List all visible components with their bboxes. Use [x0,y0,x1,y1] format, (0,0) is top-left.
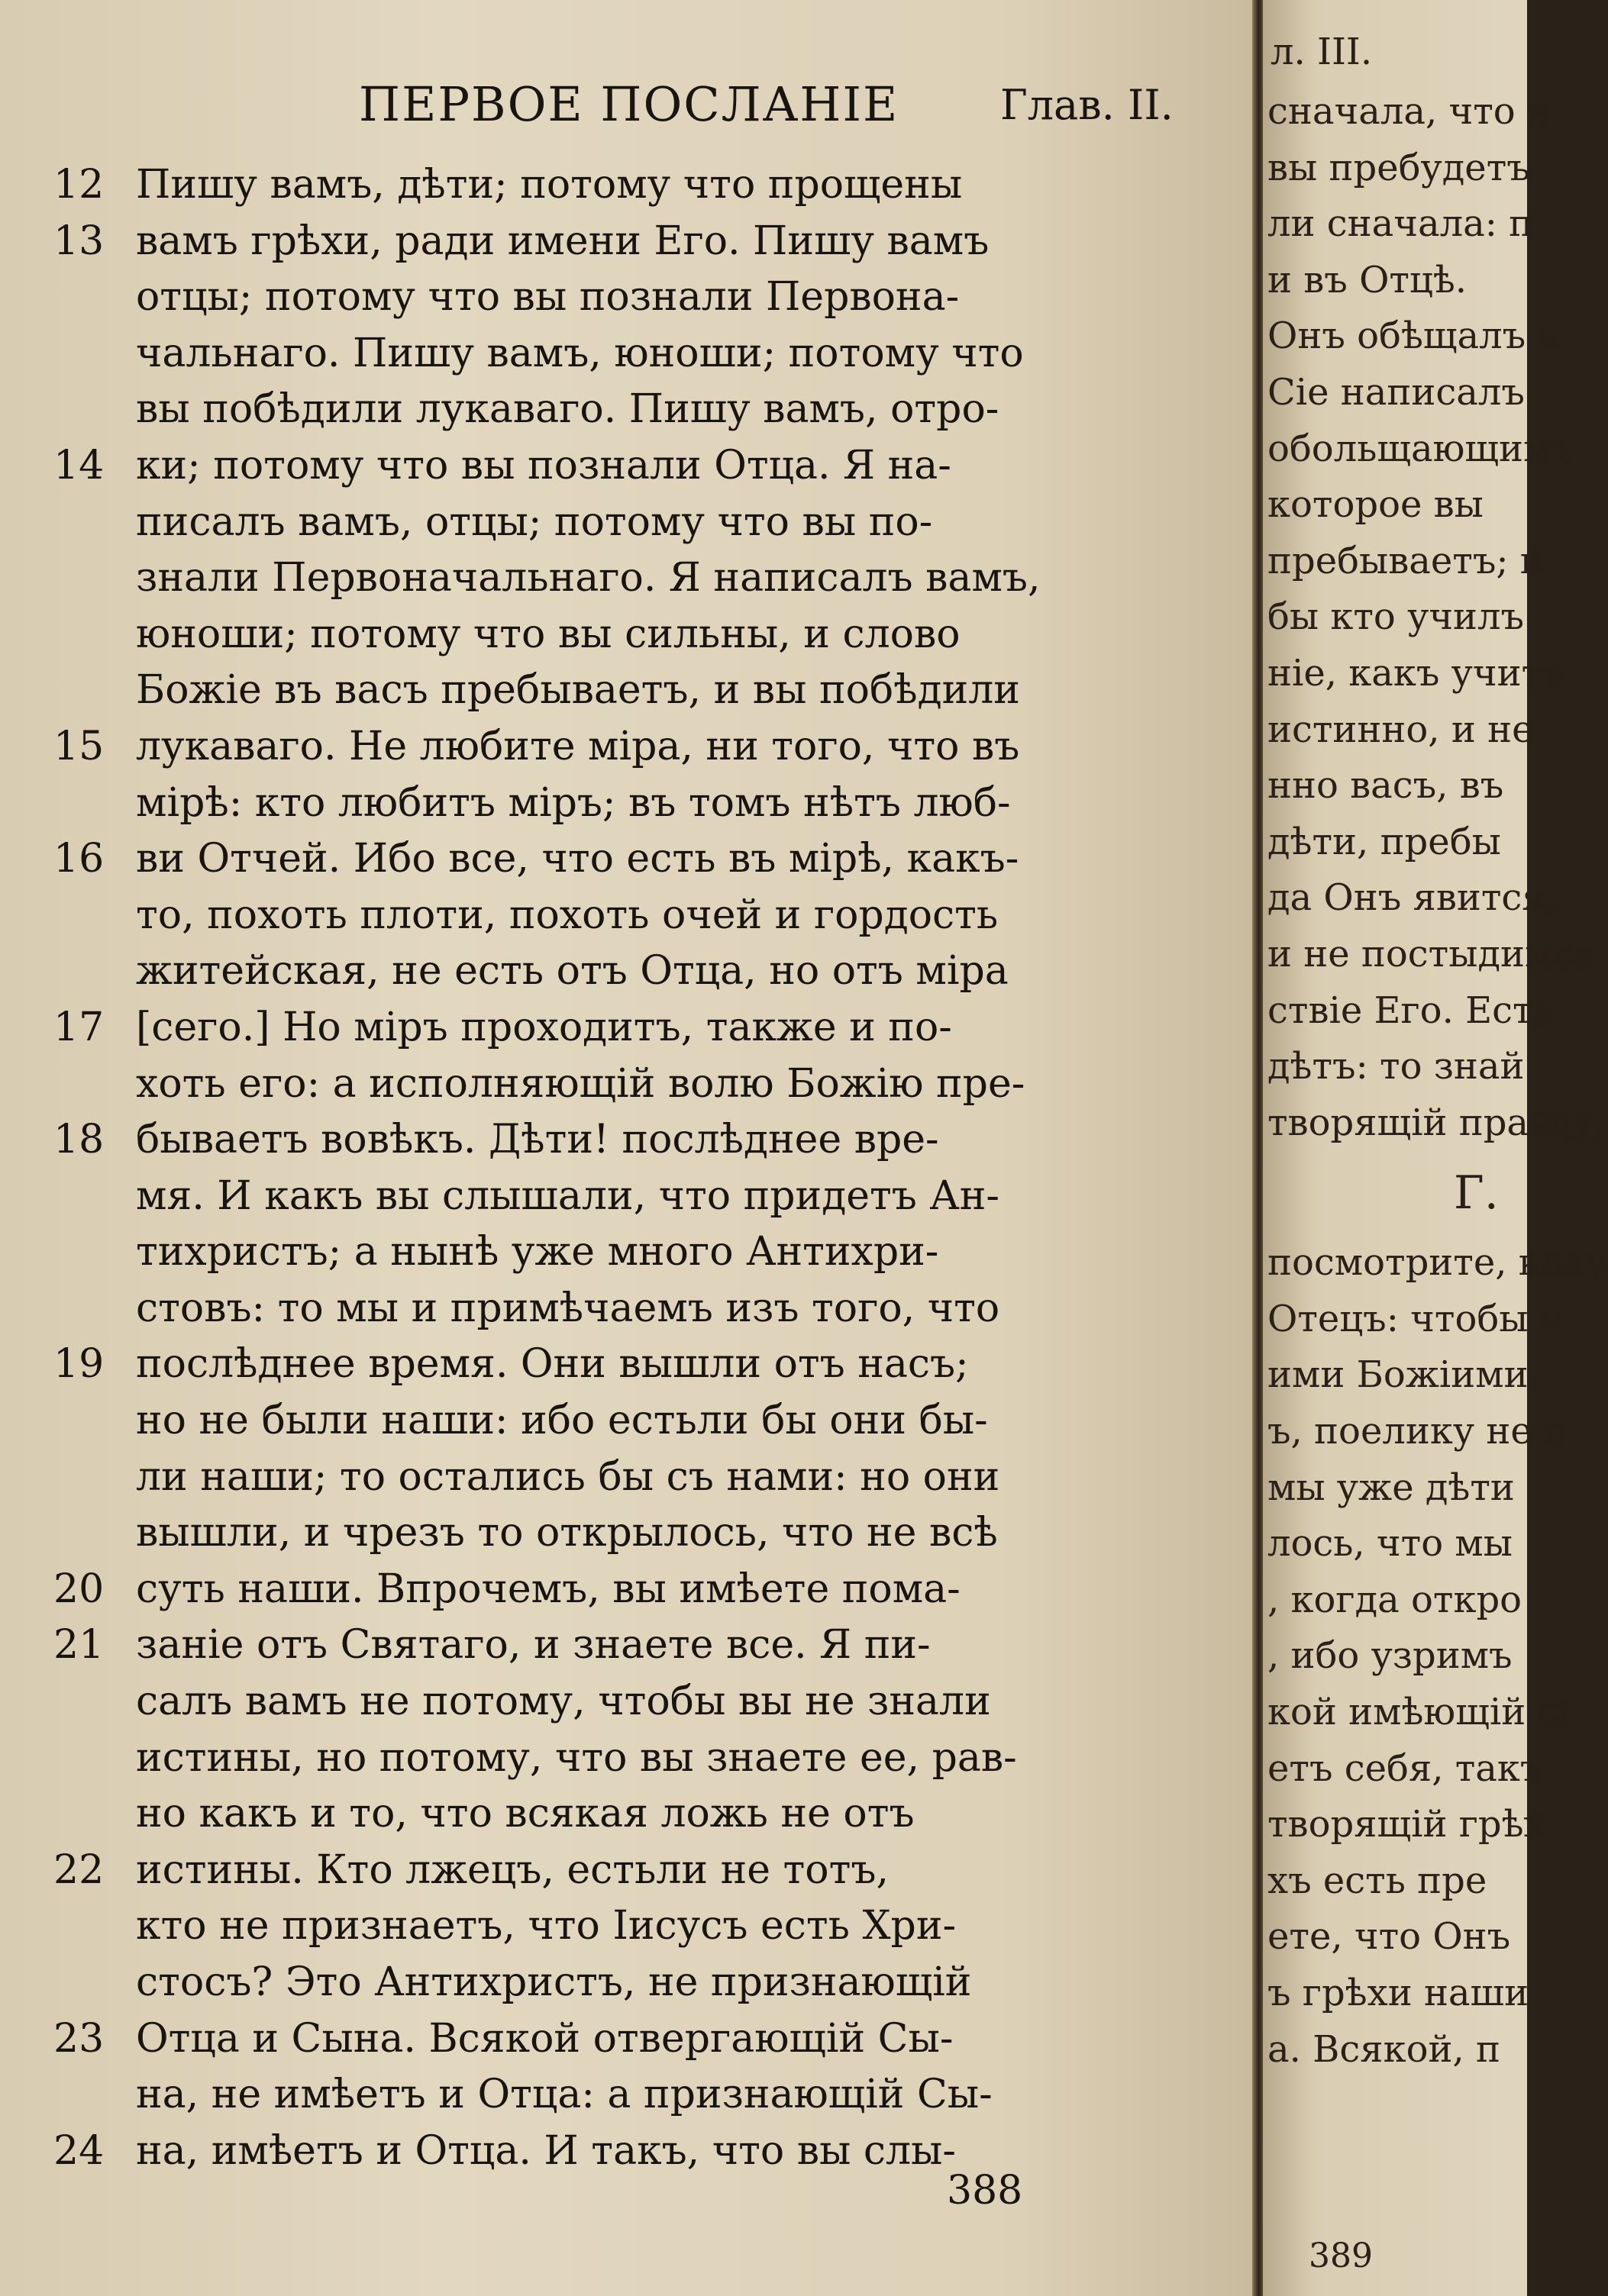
fragment-line: нно васъ, въ [1267,764,1504,808]
chapter-label: Глав. II. [1000,81,1174,129]
line-text: на, не имѣетъ и Отца: а признающій Сы- [136,2072,993,2118]
text-line [0,1617,1252,1674]
text-line [0,888,1252,944]
line-text: но не были наши: ибо естьли бы они бы- [136,1398,988,1444]
line-text: лукаваго. Не любите міра, ни того, что въ [136,723,1020,769]
fragment-line: обольщающимъ [1267,427,1575,470]
line-text: чальнаго. Пишу вамъ, юноши; потому что [136,330,1024,376]
text-line [0,438,1252,495]
line-text: бываетъ вовѣкъ. Дѣти! послѣднее вре- [136,1117,939,1163]
verse-number: 24 [53,2127,105,2174]
fragment-line: ими Божіими. [1267,1353,1540,1397]
text-line [0,1562,1252,1618]
fragment-line: ствіе Его. Есть [1267,988,1553,1032]
fragment-line: посмотрите, каку [1267,1241,1608,1285]
text-line [0,157,1252,214]
fragment-line: творящій правду, [1267,1101,1606,1144]
verse-number: 12 [53,162,105,208]
line-text: истины, но потому, что вы знаете ее, рав- [136,1734,1017,1781]
page-header [0,76,1252,137]
text-line [0,1337,1252,1393]
text-line [0,550,1252,607]
line-text: ли наши; то остались бы съ нами: но они [136,1453,1000,1500]
text-line [0,607,1252,663]
text-line [0,382,1252,438]
fragment-line: дѣти, пребы [1267,820,1501,863]
text-line [0,1955,1252,2011]
fragment-line: вы пребудетъ [1267,146,1530,189]
fragment-line: Отецъ: чтобы н [1267,1297,1564,1340]
line-text: мя. И какъ вы слышали, что придетъ Ан- [136,1172,999,1219]
line-text: Отца и Сына. Всякой отвергающій Сы- [136,2015,954,2062]
text-line [0,1056,1252,1113]
line-text: юноши; потому что вы сильны, и слово [136,611,961,657]
line-text: тихристъ; а нынѣ уже много Антихри- [136,1229,939,1275]
text-line [0,1505,1252,1562]
line-text: суть наши. Впрочемъ, вы имѣете пома- [136,1566,961,1612]
text-line [0,495,1252,551]
fragment-line: и въ Отцѣ. [1267,258,1468,302]
fragment-line: ніе, какъ учитъ [1267,651,1565,695]
fragment-line: бы кто училъ [1267,595,1525,639]
line-text: знали Первоначальнаго. Я написалъ вамъ, [136,555,1041,601]
fragment-line: лось, что мы [1267,1522,1513,1566]
fragment-line: , ибо узримъ [1267,1634,1513,1678]
fragment-line: да Онъ явится, [1267,876,1557,920]
text-line [0,776,1252,832]
text-line [0,943,1252,1000]
right-page-text [1263,84,1608,2078]
text-line [0,719,1252,776]
verse-number: 13 [53,218,105,264]
fragment-line: Сіе написалъ [1267,370,1525,414]
fragment-line: которое вы [1267,483,1484,527]
verse-number: 15 [53,723,105,769]
page-number: 388 [947,2168,1023,2214]
fragment-line: Онъ обѣщалъ н [1267,314,1562,358]
text-line [0,2067,1252,2123]
text-line [0,663,1252,719]
verse-number: 18 [53,1117,105,1163]
line-text: на, имѣетъ и Отца. И такъ, что вы слы- [136,2127,956,2174]
text-line [0,326,1252,382]
line-text: Пишу вамъ, дѣти; потому что прощены [136,162,963,208]
text-line [0,2123,1252,2180]
fragment-line: а. Всякой, п [1267,2027,1500,2071]
line-text: вы побѣдили лукаваго. Пишу вамъ, отро- [136,386,999,433]
fragment-line: творящій грѣх [1267,1803,1545,1846]
fragment-line: мы уже дѣти [1267,1466,1515,1509]
line-text: отцы; потому что вы познали Первона- [136,274,960,321]
text-line [0,1169,1252,1225]
line-text: житейская, не есть отъ Отца, но отъ міра [136,948,1009,995]
text-line [0,2011,1252,2068]
verse-number: 14 [53,442,105,489]
line-text: но какъ и то, что всякая ложь не отъ [136,1791,915,1837]
right-page-fragment [1263,0,1608,2296]
text-line [0,1674,1252,1730]
line-text: ви Отчей. Ибо все, что есть въ мірѣ, какъ- [136,836,1019,882]
fragment-line: хъ есть пре [1267,1859,1487,1902]
line-text: мірѣ: кто любитъ міръ; въ томъ нѣтъ люб- [136,779,1011,826]
section-heading: Г. [1454,1166,1499,1221]
text-line [0,1786,1252,1843]
line-text: вышли, и чрезъ то открылось, что не всѣ [136,1510,998,1556]
line-text: Божіе въ васъ пребываетъ, и вы побѣдили [136,667,1020,714]
line-text: заніе отъ Святаго, и знаете все. Я пи- [136,1622,931,1669]
fragment-line: етъ себя, такъ [1267,1746,1544,1790]
line-text: хоть его: а исполняющій волю Божію пре- [136,1060,1025,1107]
verse-number: 17 [53,1004,105,1050]
text-line [0,1898,1252,1955]
line-text: вамъ грѣхи, ради имени Его. Пишу вамъ [136,218,990,264]
fragment-line: пребываетъ; и [1267,539,1545,582]
text-line [0,269,1252,326]
verse-number: 23 [53,2015,105,2062]
line-text: стосъ? Это Антихристъ, не признающій [136,1959,972,2005]
text-line [0,1843,1252,1899]
fragment-line: истинно, и не [1267,708,1534,751]
verse-number: 22 [53,1846,105,1893]
verse-number: 16 [53,836,105,882]
line-text: ки; потому что вы познали Отца. Я на- [136,442,951,489]
text-line [0,1281,1252,1337]
right-page-number: 389 [1309,2236,1373,2275]
fragment-line: , когда откро [1267,1578,1522,1621]
line-text: то, похоть плоти, похоть очей и гордость [136,892,999,938]
line-text: писалъ вамъ, отцы; потому что вы по- [136,498,933,545]
text-line [0,1112,1252,1169]
text-line [0,1730,1252,1787]
text-line [0,214,1252,270]
verse-number: 20 [53,1566,105,1612]
right-page-header: л. III. [1271,31,1373,73]
line-text: салъ вамъ не потому, чтобы вы не знали [136,1678,991,1725]
fragment-line: и не постыдимся [1267,932,1597,975]
fragment-line: ъ грѣхи наши [1267,1972,1529,2014]
line-text: [сего.] Но міръ проходитъ, также и по- [136,1004,952,1050]
line-text: истины. Кто лжецъ, естьли не тотъ, [136,1846,889,1893]
fragment-line: кой имѣющій сі [1267,1691,1570,1734]
line-text: кто не признаетъ, что Іисусъ есть Хри- [136,1903,957,1949]
fragment-line: дѣтъ: то знай [1267,1045,1525,1088]
fragment-line: ли сначала: п [1267,202,1534,246]
verse-number: 19 [53,1341,105,1388]
text-line [0,1000,1252,1056]
fragment-line: ъ, поелику не п [1267,1410,1568,1453]
fragment-line: сначала, что и [1267,90,1551,133]
line-text: стовъ: то мы и примѣчаемъ изъ того, что [136,1285,1000,1331]
text-line [0,831,1252,888]
text-line [0,1450,1252,1506]
line-text: послѣднее время. Они вышли отъ насъ; [136,1341,969,1388]
text-body [0,157,1252,2179]
text-line [0,1224,1252,1281]
book-gutter [1252,0,1263,2296]
verse-number: 21 [53,1622,105,1669]
running-title: ПЕРВОЕ ПОСЛАНІЕ [359,76,899,132]
fragment-line: ете, что Онъ [1267,1915,1511,1959]
text-line [0,1393,1252,1450]
